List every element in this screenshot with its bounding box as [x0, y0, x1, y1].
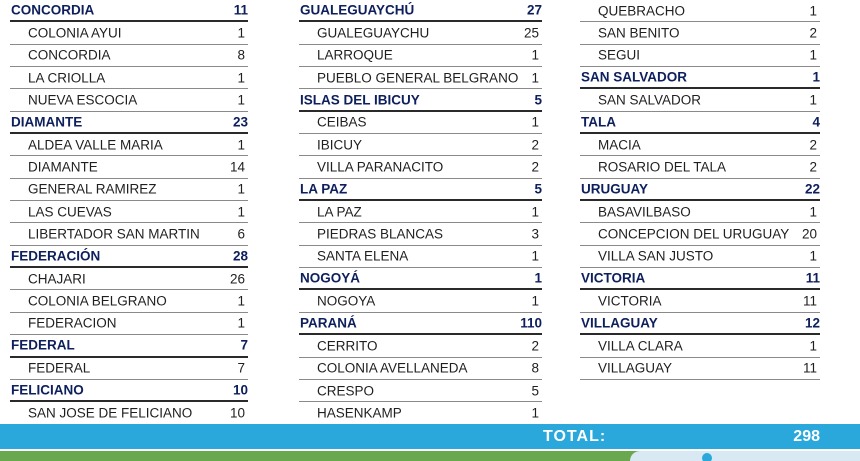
locality-count: 1 — [237, 315, 245, 331]
footer-dot — [702, 453, 712, 461]
locality-row — [299, 134, 542, 156]
department-name: FEDERAL — [11, 337, 75, 353]
locality-row — [299, 45, 542, 67]
locality-row — [10, 134, 248, 156]
locality-row — [10, 402, 248, 424]
locality-count: 2 — [809, 25, 817, 41]
locality-row — [580, 246, 820, 268]
department-name: DIAMANTE — [11, 114, 83, 130]
locality-count: 1 — [237, 136, 245, 152]
locality-count: 1 — [531, 114, 539, 130]
locality-name: VILLA PARANACITO — [317, 159, 444, 175]
locality-count: 11 — [802, 293, 817, 309]
department-row — [299, 268, 542, 290]
department-name: VICTORIA — [581, 270, 646, 286]
department-row — [580, 268, 820, 290]
department-count: 1 — [534, 270, 542, 286]
department-count: 12 — [804, 315, 820, 331]
locality-row — [580, 89, 820, 111]
locality-row — [299, 223, 542, 245]
locality-row — [10, 223, 248, 245]
locality-count: 1 — [531, 47, 539, 63]
locality-count: 5 — [531, 382, 539, 398]
locality-row — [299, 201, 542, 223]
locality-row — [580, 134, 820, 156]
department-row — [299, 179, 542, 201]
department-name: SAN SALVADOR — [581, 69, 688, 85]
locality-name: SANTA ELENA — [317, 248, 409, 264]
locality-count: 14 — [229, 159, 245, 175]
department-row — [580, 112, 820, 134]
locality-count: 1 — [237, 92, 245, 108]
locality-name: COLONIA BELGRANO — [28, 293, 167, 309]
locality-count: 2 — [531, 159, 539, 175]
locality-name: CHAJARI — [28, 271, 86, 287]
locality-count: 1 — [809, 47, 817, 63]
department-name: TALA — [581, 114, 616, 130]
locality-name: CEIBAS — [317, 114, 367, 130]
locality-row — [299, 380, 542, 402]
locality-name: VILLA CLARA — [598, 338, 683, 354]
locality-row — [299, 246, 542, 268]
locality-name: PUEBLO GENERAL BELGRANO — [317, 69, 519, 85]
locality-name: SEGUI — [598, 47, 641, 63]
department-count: 10 — [232, 382, 248, 398]
department-name: FELICIANO — [11, 382, 84, 398]
locality-count: 1 — [809, 248, 817, 264]
department-row — [10, 246, 248, 268]
locality-name: NUEVA ESCOCIA — [28, 92, 138, 108]
locality-count: 25 — [523, 25, 539, 41]
locality-row — [299, 290, 542, 312]
column-1 — [10, 0, 248, 425]
department-name: VILLAGUAY — [581, 315, 658, 331]
locality-name: PIEDRAS BLANCAS — [317, 226, 444, 242]
locality-count: 1 — [237, 69, 245, 85]
department-row — [580, 179, 820, 201]
footer-accent — [630, 451, 860, 461]
department-name: ISLAS DEL IBICUY — [300, 91, 420, 107]
locality-row — [580, 156, 820, 178]
locality-row — [299, 335, 542, 357]
locality-name: NOGOYA — [317, 293, 376, 309]
locality-count: 26 — [229, 271, 245, 287]
department-count: 11 — [805, 270, 820, 286]
department-name: URUGUAY — [581, 181, 649, 197]
locality-row — [10, 156, 248, 178]
department-count: 1 — [812, 69, 820, 85]
locality-count: 8 — [531, 360, 539, 376]
locality-name: COLONIA AVELLANEDA — [317, 360, 468, 376]
department-row — [10, 112, 248, 134]
locality-count: 1 — [531, 248, 539, 264]
locality-count: 1 — [237, 204, 245, 220]
locality-count: 1 — [531, 69, 539, 85]
locality-name: VICTORIA — [598, 293, 662, 309]
department-name: LA PAZ — [300, 181, 348, 197]
department-row — [580, 67, 820, 89]
department-count: 5 — [534, 91, 542, 107]
department-row — [10, 0, 248, 22]
locality-count: 7 — [237, 360, 245, 376]
locality-name: GUALEGUAYCHU — [317, 25, 430, 41]
locality-name: FEDERACION — [28, 315, 117, 331]
total-label: TOTAL: — [543, 427, 607, 445]
department-row — [299, 0, 542, 22]
locality-row — [10, 290, 248, 312]
locality-name: QUEBRACHO — [598, 2, 686, 18]
locality-count: 6 — [237, 226, 245, 242]
locality-row — [10, 268, 248, 290]
department-row — [299, 89, 542, 111]
locality-count: 3 — [531, 226, 539, 242]
locality-name: ROSARIO DEL TALA — [598, 159, 727, 175]
department-row — [10, 335, 248, 357]
locality-name: SAN JOSE DE FELICIANO — [28, 405, 193, 421]
locality-count: 1 — [531, 405, 539, 421]
locality-row — [580, 223, 820, 245]
locality-count: 1 — [237, 181, 245, 197]
locality-name: LA PAZ — [317, 204, 362, 220]
locality-row — [580, 335, 820, 357]
locality-count: 1 — [531, 204, 539, 220]
locality-count: 20 — [801, 226, 817, 242]
locality-row — [580, 22, 820, 44]
locality-name: GENERAL RAMIREZ — [28, 181, 157, 197]
locality-row — [299, 358, 542, 380]
department-row — [299, 313, 542, 335]
locality-row — [10, 358, 248, 380]
locality-count: 1 — [531, 293, 539, 309]
locality-name: CONCEPCION DEL URUGUAY — [598, 226, 790, 242]
department-count: 28 — [232, 248, 248, 264]
department-count: 5 — [534, 181, 542, 197]
column-3 — [580, 0, 820, 380]
locality-count: 10 — [229, 405, 245, 421]
department-count: 4 — [812, 114, 820, 130]
locality-row — [10, 22, 248, 44]
locality-count: 2 — [531, 338, 539, 354]
department-count: 22 — [804, 181, 820, 197]
locality-name: BASAVILBASO — [598, 204, 691, 220]
locality-name: HASENKAMP — [317, 405, 402, 421]
department-count: 27 — [526, 2, 542, 18]
locality-count: 1 — [809, 92, 817, 108]
locality-name: LIBERTADOR SAN MARTIN — [28, 226, 200, 242]
locality-name: SAN SALVADOR — [598, 92, 702, 108]
department-name: PARANÁ — [300, 315, 357, 331]
locality-name: ALDEA VALLE MARIA — [28, 136, 163, 152]
locality-count: 1 — [809, 2, 817, 18]
locality-count: 8 — [237, 47, 245, 63]
footer-strip — [0, 451, 860, 461]
locality-row — [10, 179, 248, 201]
locality-name: LAS CUEVAS — [28, 204, 112, 220]
column-2 — [299, 0, 542, 425]
locality-count: 2 — [809, 136, 817, 152]
department-count: 11 — [233, 2, 248, 18]
locality-count: 2 — [531, 136, 539, 152]
locality-name: CERRITO — [317, 338, 378, 354]
locality-row — [299, 67, 542, 89]
locality-name: LA CRIOLLA — [28, 69, 106, 85]
locality-name: CRESPO — [317, 382, 375, 398]
locality-count: 1 — [809, 338, 817, 354]
locality-name: MACIA — [598, 136, 641, 152]
locality-row — [580, 358, 820, 380]
locality-row — [10, 89, 248, 111]
locality-count: 11 — [802, 360, 817, 376]
locality-name: FEDERAL — [28, 360, 91, 376]
department-name: FEDERACIÓN — [11, 248, 101, 264]
total-value: 298 — [793, 427, 820, 445]
locality-name: DIAMANTE — [28, 159, 98, 175]
locality-count: 1 — [237, 25, 245, 41]
locality-name: VILLAGUAY — [598, 360, 673, 376]
department-name: NOGOYÁ — [300, 270, 361, 286]
locality-row — [580, 290, 820, 312]
locality-row — [10, 45, 248, 67]
locality-row — [10, 67, 248, 89]
department-row — [10, 380, 248, 402]
locality-row — [10, 313, 248, 335]
locality-count: 1 — [809, 204, 817, 220]
department-count: 7 — [240, 337, 248, 353]
locality-name: LARROQUE — [317, 47, 393, 63]
locality-name: VILLA SAN JUSTO — [598, 248, 714, 264]
locality-row — [299, 402, 542, 424]
department-name: CONCORDIA — [11, 2, 95, 18]
locality-row — [580, 201, 820, 223]
locality-row — [299, 22, 542, 44]
locality-row — [580, 0, 820, 22]
department-row — [580, 313, 820, 335]
locality-count: 1 — [237, 293, 245, 309]
locality-name: CONCORDIA — [28, 47, 111, 63]
locality-count: 2 — [809, 159, 817, 175]
locality-row — [580, 45, 820, 67]
locality-row — [10, 201, 248, 223]
total-bar — [0, 424, 860, 449]
department-name: GUALEGUAYCHÚ — [300, 2, 415, 18]
locality-name: IBICUY — [317, 136, 363, 152]
locality-name: SAN BENITO — [598, 25, 680, 41]
locality-name: COLONIA AYUI — [28, 25, 122, 41]
locality-row — [299, 156, 542, 178]
department-count: 23 — [232, 114, 248, 130]
locality-row — [299, 112, 542, 134]
department-count: 110 — [520, 315, 542, 331]
